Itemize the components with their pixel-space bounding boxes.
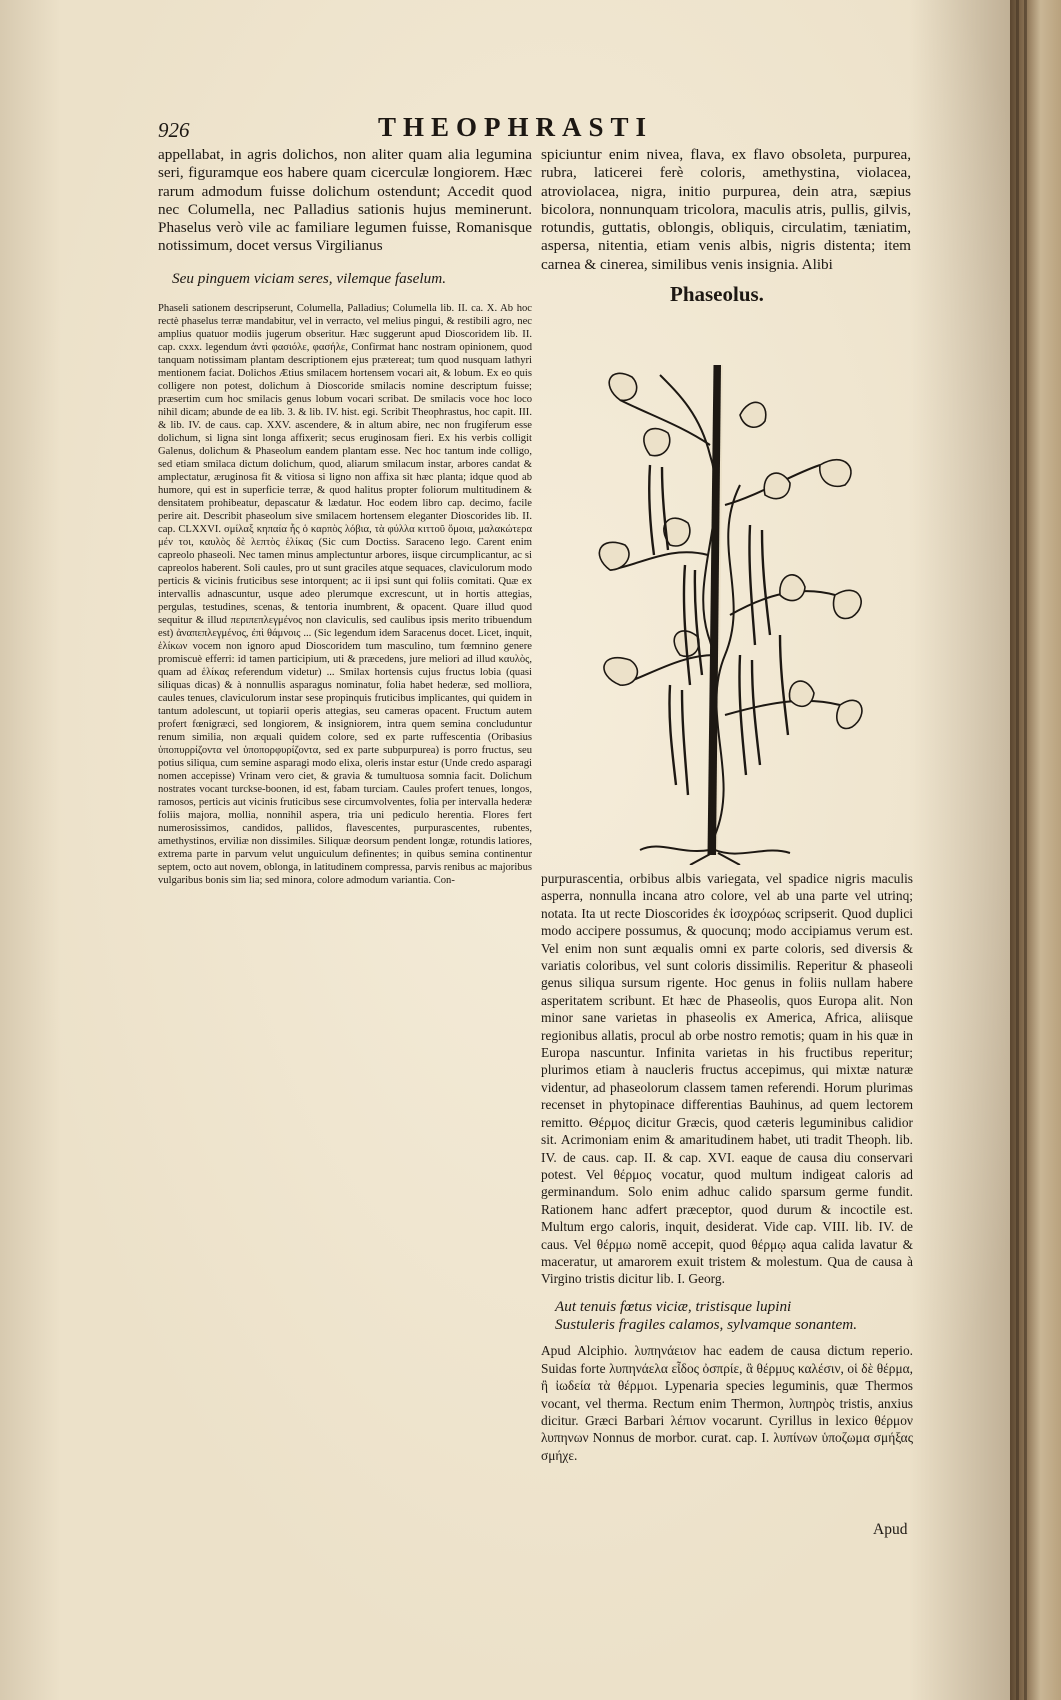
bean-plant-illustration <box>590 355 870 865</box>
adjacent-page-edge <box>1010 0 1061 1700</box>
georgics-verse-2: Sustuleris fragiles calamos, sylvamque sonantem. <box>555 1316 858 1334</box>
right-paragraph-bottom: purpurascentia, orbibus albis variegata, vel spadice nigris maculis asperra, nonnulla incana atro colore, vel ab una parte vel utrinq; notata. Ita ut recte Dioscorides ἐκ ἰσοχρόως scripserit. Quod duplici modo accipere possumus, & quocunq; modo accipiamus verum est. Vel enim non sunt æqualis omni ex parte coloris, sed diversis & variatis coloribus, vel sunt coloris dissimilis. Reperitur & phaseoli genus siliqua sursum rigente. Hoc genus in foliis nullam habere asperitatem scribunt. Et hæc de Phaseolis, quos Europa alit. Non minor sane varietas in phaseolis ex America, Africa, aliisque regionibus allatis, procul ab orbe nostro remotis; quam in his quæ in Europa nascuntur. Infinita varietas in his fructibus reperitur; plurimos etiam à naucleris fructus accepimus, qui mixtæ naturæ videntur, ad phaseolorum classem tamen referendi. Horum plurimas recenset in phytopinace differentias Bauhinus, ad quem lectorem remitto. Θέρμος dicitur Græcis, quod cæteris leguminibus calidior sit. Acrimoniam enim & amaritudinem habet, uti tradit Theoph. lib. IV. de caus. cap. II. & cap. XVI. eaque de causa diu conservari potest. Vel θέρμος vocatur, quod multum indigeat caloris ad germinandum. Solo enim adhuc calido sparsum germe fundit. Rationem hanc adfert præceptor, quod durum & incoctile est. Multum ergo caloris, inquit, desiderat. Vide cap. VIII. lib. IV. de caus. Vel θέρμω nomē accepit, quod θέρμῳ aqua calida lavatur & maceratur, ut amarorem exuit tristem & molestum. Qua de causa à Virgino tristis dicitur lib. I. Georg. <box>541 871 913 1287</box>
left-column <box>158 146 532 887</box>
figure-title: Phaseolus. <box>670 282 764 306</box>
left-paragraph-1: appellabat, in agris dolichos, non aliter quam alia legumina seri, figuramque eos habere quam cicerculæ longiorem. Hæc rarum admodum fuisse dolichum ostendunt; Accedit quod nec Columella, nec Palladius sationis hujus meminerunt. Phaselus verò vile ac familiare legumen fuisse, Romanisque notissimum, docet versus Virgilianus <box>158 146 532 255</box>
running-title: THEOPHRASTI <box>378 112 654 142</box>
left-paragraph-2: Phaseli sationem descripserunt, Columella, Palladius; Columella lib. II. ca. X. Ab hoc rectè phaselus terræ mandabitur, vel in verracto, vel melius pingui, & restibili agro, nec amplius quatuor modiis jugerum obseritur. Hæc suggerunt apud Dioscoridem lib. II. cap. cxxx. legendum ἀντὶ φασιόλε, φασήλε, Confirmat hanc nostram opinionem, quod tanquam notissimam plantam descriptionem ejus prætereat; tum quod nusquam lathyri mentionem faciat. Dolichos Ætius smilacem hortensem vocari ait, & lobum. Ex eo quis colligere non potest, dolichum à Dioscoride smilacis nomine descriptum fuisse; præsertim cum hoc smilacis genus lobum vocari scribat. De smilacis voce hoc loco nihil dicam; abunde de ea lib. 3. & lib. IV. hist. egi. Scribit Theophrastus, hoc capit. III. & lib. IV. de caus. cap. XXV. ascendere, & in altum abire, nec non frugiferum esse dolichum, si ligna sint longa affixerit; secus eruginosam fieri. Ex his verbis colligit Galenus, dolichum & Phaseolum eandem plantam esse. Nec hoc tantum inde colligo, sed etiam smilaca dictum dolichum, quod, aliarum smilacum instar, arbores candat & amplectatur, æruginosa fit & vitiosa si ligno non affixa sit hæc planta; idque quod ab humore, qui est in superficie terræ, & quod halitus propter foliorum multitudinem & densitatem prohibeatur, depascatur & lædatur. Hoc eodem libro cap. decimo, facile perire ait. Describit phaseolum sive smilacem hortensem eleganter Dioscorides lib. II. cap. CLXXVI. σμίλαξ κηπαία ἧς ὁ καρπὸς λόβια, τὰ φύλλα κιττοῦ ὅμοια, μαλακώτερα μέν τοι, καυλὸς δὲ λεπτὸς ἑλίκας (Sic cum Doctiss. Saraceno lego. Carent enim capreolo phaseoli. Nec tamen minus amplectuntur arbores, iisque circumplicantur, ac si capreolos haberent. Soli caules, pro ut sunt graciles atque sequaces, claviculorum modo perticis & vicinis fruticibus sese intorquent; ac ii ipsi sunt qui foliis comitati. Quæ ex intervallis adnascuntur, usque adeo plerumque excrescunt, ut in hortis attegias, pergulas, testudines, scenas, & tentoria inumbrent, & opacent. Quare illud quod sequitur & illud περιπεπλεγμένος non claviculis, sed caulibus ipsis merito tribuendum est) ἀναπεπλεγμένος, ἐπὶ θάμνοις ... (Sic legendum idem Saracenus docet. Licet, inquit, ἑλίκων vocem non ignoro apud Dioscoridem tum masculino, tum fœmnino genere promiscuè efferri: id tamen participium, uti & præcedens, jure meliori ad illud καυλὸς, quam ad ἑλίκας referendum videtur) ... Smilax hortensis cujus fructus lobia (quasi siliquas dicas) & à nonnullis asparagus nominatur, folia habet hederæ, sed molliora, caules tenues, claviculorum instar sese propinquis fruticibus implicantes, qui quidem in tantum adolescunt, ut topiarii operis attegias, seu cameras opacent. Fructum autem profert fœnigræci, sed longiorem, & insigniorem, intra quem semina concluduntur renum similia, non æquali quidem colore, sed ex parte ruffescentia (Oribasius ὑποπυρρίζοντα vel ὑποπορφυρίζοντα, sed ex parte subpurpurea) is porro fructus, seu potius siliqua, cum semine asparagi modo elixa, oleris instar estur (Unde credo asparagi nomen accepisse) Vrinam vero ciet, & gravia & tumultuosa somnia facit. Dolichum nostrates vocant turckse-boonen, id est, fabam turciam. Caules profert tenues, longos, ramosos, perticis aut vicinis fruticibus sese circumvolventes, folia per intervalla hederæ foliis majora, mollia, nonnihil aspera, tria uni pediculo herentia. Flores fert numerosissimos, candidos, pallidos, flavescentes, purpurascentes, rubentes, amethystinos, erviliæ non dissimiles. Siliquæ deorsum pendent longæ, rotundis latiores, extrema parte in parvum velut unguiculum definentes; in quibus semina continentur septem, octo aut novem, oblonga, in latitudinem compressa, parvis renibus ac majoribus vulgaribus bonis sim lia; sed minora, colore admodum variantia. Con- <box>158 303 532 887</box>
right-column-bottom <box>541 870 913 1464</box>
catchword: Apud <box>873 1521 908 1538</box>
right-paragraph-final: Apud Alciphio. λυπηνάειον hac eadem de causa dictum reperio. Suidas forte λυπηνάελα εἶδος ὀσπρίε, ἃ θέρμυς καλέσιν, οἱ δὲ θέρμα, ἢ ἰωδεία τὰ θέρμοι. Lypenaria species leguminis, quæ Thermos vocant, vel therma. Rectum enim Thermon, λυπηρὸς tristis, anxius dicitur. Græci Barbari λέπιον vocarunt. Cyrillus in lexico θέρμον λυπηνων Nonnus de morbor. curat. cap. I. λυπίνων ὑποζωμα σμήξας σμήχε. <box>541 1343 913 1463</box>
georgics-verse-1: Aut tenuis fœtus viciæ, tristisque lupini <box>555 1297 792 1315</box>
phaseolus-woodcut <box>590 355 870 865</box>
page-header <box>158 112 938 148</box>
right-column-top <box>541 146 911 274</box>
virgil-verse: Seu pinguem viciam seres, vilemque faselum. <box>172 269 447 287</box>
page-number: 926 <box>158 118 190 142</box>
right-paragraph-top: spiciuntur enim nivea, flava, ex flavo obsoleta, purpurea, rubra, laticerei ferè coloris, amethystina, violacea, atroviolacea, nigra, initio purpurea, dein atra, sæpius bicolora, nonnunquam tricolora, maculis atris, pullis, gilvis, rotundis, guttatis, oblongis, obliquis, circulatim, tæniatim, aspersa, nitentia, etiam venis albis, nigris distenta; item carnea & cinerea, similibus venis insignia. Alibi <box>541 146 911 273</box>
